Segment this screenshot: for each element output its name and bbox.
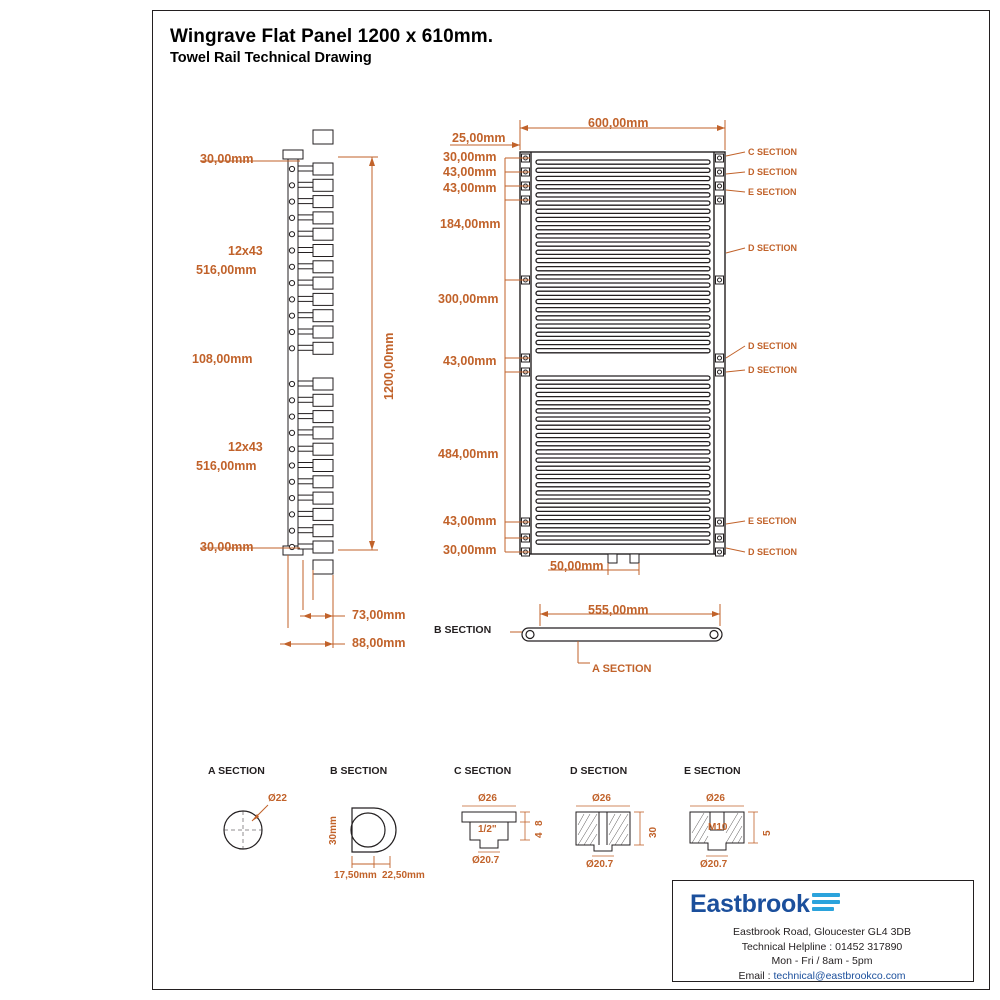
side-group-top-count: 12x43 xyxy=(228,244,263,258)
drawing-title-line1: Wingrave Flat Panel 1200 x 610mm. xyxy=(170,26,494,47)
section-e-height: 5 xyxy=(762,830,773,836)
front-v-dim-1: 30,00mm xyxy=(443,150,497,164)
front-callout-8: D SECTION xyxy=(748,547,798,557)
front-callout-3: E SECTION xyxy=(748,187,797,197)
section-b-height: 30mm xyxy=(328,816,339,845)
front-v-dim-4: 184,00mm xyxy=(440,217,501,231)
section-d-top-dia: Ø26 xyxy=(592,793,611,804)
front-v-dim-8: 43,00mm xyxy=(443,514,497,528)
section-d-bottom-dia: Ø20.7 xyxy=(586,859,614,870)
section-a-label: A SECTION xyxy=(208,765,265,777)
section-c-bottom-dia: Ø20.7 xyxy=(472,855,500,866)
section-c-label: C SECTION xyxy=(454,765,512,777)
front-callout-6: D SECTION xyxy=(748,365,798,375)
footer-text xyxy=(672,925,972,983)
bar-a-section-label: A SECTION xyxy=(592,663,652,675)
side-group-bottom-count: 12x43 xyxy=(228,440,263,454)
brand-name: Eastbrook xyxy=(690,890,810,918)
section-b-label: B SECTION xyxy=(330,765,388,777)
side-group-bottom-total: 516,00mm xyxy=(196,459,257,473)
section-d-height: 30 xyxy=(648,826,659,838)
drawing-title-line2: Towel Rail Technical Drawing xyxy=(170,50,372,66)
front-callout-7: E SECTION xyxy=(748,516,797,526)
footer-email-line xyxy=(672,969,972,984)
section-b-width1: 17,50mm xyxy=(334,870,377,881)
section-c-top-dia: Ø26 xyxy=(478,793,497,804)
front-foot-spacing-dim: 50,00mm xyxy=(550,559,604,573)
section-d-label: D SECTION xyxy=(570,765,628,777)
side-depth-outer-dim: 88,00mm xyxy=(352,636,406,650)
section-a-dia: Ø22 xyxy=(268,793,287,804)
front-callout-1: C SECTION xyxy=(748,147,798,157)
section-c-h1: 4 xyxy=(534,832,545,838)
front-v-dim-6: 43,00mm xyxy=(443,354,497,368)
section-e-bottom-dia: Ø20.7 xyxy=(700,859,728,870)
front-v-dim-2: 43,00mm xyxy=(443,165,497,179)
side-depth-inner-dim: 73,00mm xyxy=(352,608,406,622)
front-v-dim-7: 484,00mm xyxy=(438,447,499,461)
side-middle-dim: 108,00mm xyxy=(192,352,253,366)
eastbrook-logo-icon xyxy=(812,893,840,915)
section-e-thread: M10 xyxy=(708,822,728,833)
side-overall-height-dim: 1200,00mm xyxy=(382,332,396,400)
section-c-h2: 8 xyxy=(534,820,545,826)
side-group-top-total: 516,00mm xyxy=(196,263,257,277)
front-offset-dim: 25,00mm xyxy=(452,131,506,145)
side-top-gap-dim: 30,00mm xyxy=(200,152,254,166)
section-e-top-dia: Ø26 xyxy=(706,793,725,804)
front-v-dim-5: 300,00mm xyxy=(438,292,499,306)
side-bottom-gap-dim: 30,00mm xyxy=(200,540,254,554)
footer-hours: Mon - Fri / 8am - 5pm xyxy=(771,955,873,968)
footer-address: Eastbrook Road, Gloucester GL4 3DB xyxy=(732,926,911,938)
section-e-label: E SECTION xyxy=(684,765,741,777)
section-c-thread: 1/2" xyxy=(478,824,497,835)
front-v-dim-3: 43,00mm xyxy=(443,181,497,195)
section-b-width2: 22,50mm xyxy=(382,870,425,881)
footer-email[interactable]: technical@eastbrookco.com xyxy=(773,969,906,982)
front-callout-2: D SECTION xyxy=(748,167,798,177)
bar-b-section-label: B SECTION xyxy=(434,624,492,636)
front-width-dim: 600,00mm xyxy=(588,116,649,130)
front-v-dim-9: 30,00mm xyxy=(443,543,497,557)
footer-email-prefix: Email : xyxy=(738,969,774,982)
footer-helpline: Technical Helpline : 01452 317890 xyxy=(741,940,903,953)
front-callout-5: D SECTION xyxy=(748,341,798,351)
front-callout-4: D SECTION xyxy=(748,243,798,253)
bar-length-dim: 555,00mm xyxy=(588,603,649,617)
